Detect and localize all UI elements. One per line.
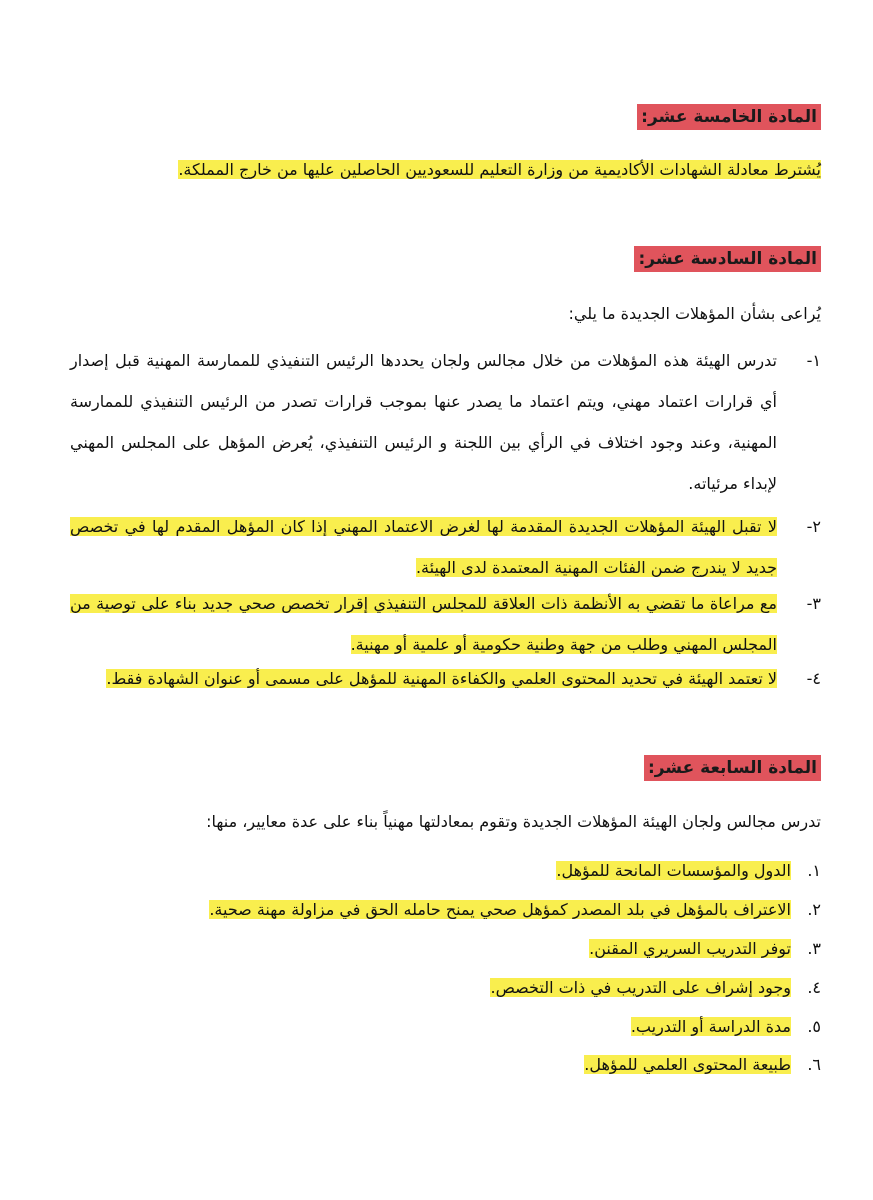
article-15-body-text: يُشترط معادلة الشهادات الأكاديمية من وزارة التعليم للسعوديين الحاصلين عليها من خارج المملكة. xyxy=(178,160,821,179)
item-number: ٣- xyxy=(806,594,821,613)
criterion-6 xyxy=(584,1050,821,1080)
criterion-number: ٣. xyxy=(807,939,821,958)
item-2-highlight: لا تقبل الهيئة المؤهلات الجديدة المقدمة لها لغرض الاعتماد المهني إذا كان المؤهل المقدم لها في تخصص جديد لا يندرج ضمن الفئات المهنية المعتمدة لدى الهيئة. xyxy=(70,517,777,577)
item-text: تدرس الهيئة هذه المؤهلات من خلال مجالس ولجان يحددها الرئيس التنفيذي للممارسة المهنية قبل إصدار أي قرارات اعتماد مهني، ويتم اعتماد ما يصدر عنها بموجب قرارات تصدر من الرئيس التنفيذي للممارسة المهنية، وعند وجود اختلاف في الرأي بين اللجنة و الرئيس التنفيذي، يُعرض المؤهل على المجلس المهني لإبداء مرئياته. xyxy=(70,351,777,493)
criterion-text: الدول والمؤسسات المانحة للمؤهل. xyxy=(556,861,791,880)
article-17-intro: تدرس مجالس ولجان الهيئة المؤهلات الجديدة وتقوم بمعادلتها مهنياً بناء على عدة معايير، منها: xyxy=(206,812,821,831)
article-16-intro: يُراعى بشأن المؤهلات الجديدة ما يلي: xyxy=(568,304,821,323)
criterion-number: ٢. xyxy=(807,900,821,919)
criterion-text: توفر التدريب السريري المقنن. xyxy=(589,939,791,958)
criterion-4 xyxy=(490,973,821,1003)
criterion-text: الاعتراف بالمؤهل في بلد المصدر كمؤهل صحي يمنح حامله الحق في مزاولة مهنة صحية. xyxy=(209,900,791,919)
article-16-heading: المادة السادسة عشر: xyxy=(634,246,821,272)
criterion-2 xyxy=(209,895,821,925)
article-16-item-3 xyxy=(70,583,821,665)
item-number: ١- xyxy=(806,351,821,370)
item-3-highlight: مع مراعاة ما تقضي به الأنظمة ذات العلاقة للمجلس التنفيذي إقرار تخصص صحي جديد بناء على توصية من المجلس المهني وطلب من جهة وطنية حكومية أو علمية أو مهنية. xyxy=(70,594,777,654)
article-16-item-2 xyxy=(70,506,821,588)
article-17-heading: المادة السابعة عشر: xyxy=(644,755,821,781)
criterion-text: وجود إشراف على التدريب في ذات التخصص. xyxy=(490,978,791,997)
item-number: ٤- xyxy=(806,669,821,688)
criterion-number: ٤. xyxy=(807,978,821,997)
article-15-body xyxy=(70,149,821,190)
criterion-text: طبيعة المحتوى العلمي للمؤهل. xyxy=(584,1055,791,1074)
criterion-number: ٥. xyxy=(807,1017,821,1036)
item-number: ٢- xyxy=(806,517,821,536)
criterion-1 xyxy=(556,856,821,886)
criterion-3 xyxy=(589,934,821,964)
article-16-item-1 xyxy=(70,340,821,504)
criterion-number: ٦. xyxy=(807,1055,821,1074)
article-16-item-4 xyxy=(70,658,821,699)
criterion-5 xyxy=(631,1012,821,1042)
item-text xyxy=(70,583,777,665)
item-text xyxy=(70,658,777,699)
item-text xyxy=(70,506,777,588)
criterion-number: ١. xyxy=(807,861,821,880)
criterion-text: مدة الدراسة أو التدريب. xyxy=(630,1017,791,1036)
article-15-heading: المادة الخامسة عشر: xyxy=(637,104,821,130)
item-4-highlight: لا تعتمد الهيئة في تحديد المحتوى العلمي والكفاءة المهنية للمؤهل على مسمى أو عنوان الشهادة فقط. xyxy=(106,669,777,688)
